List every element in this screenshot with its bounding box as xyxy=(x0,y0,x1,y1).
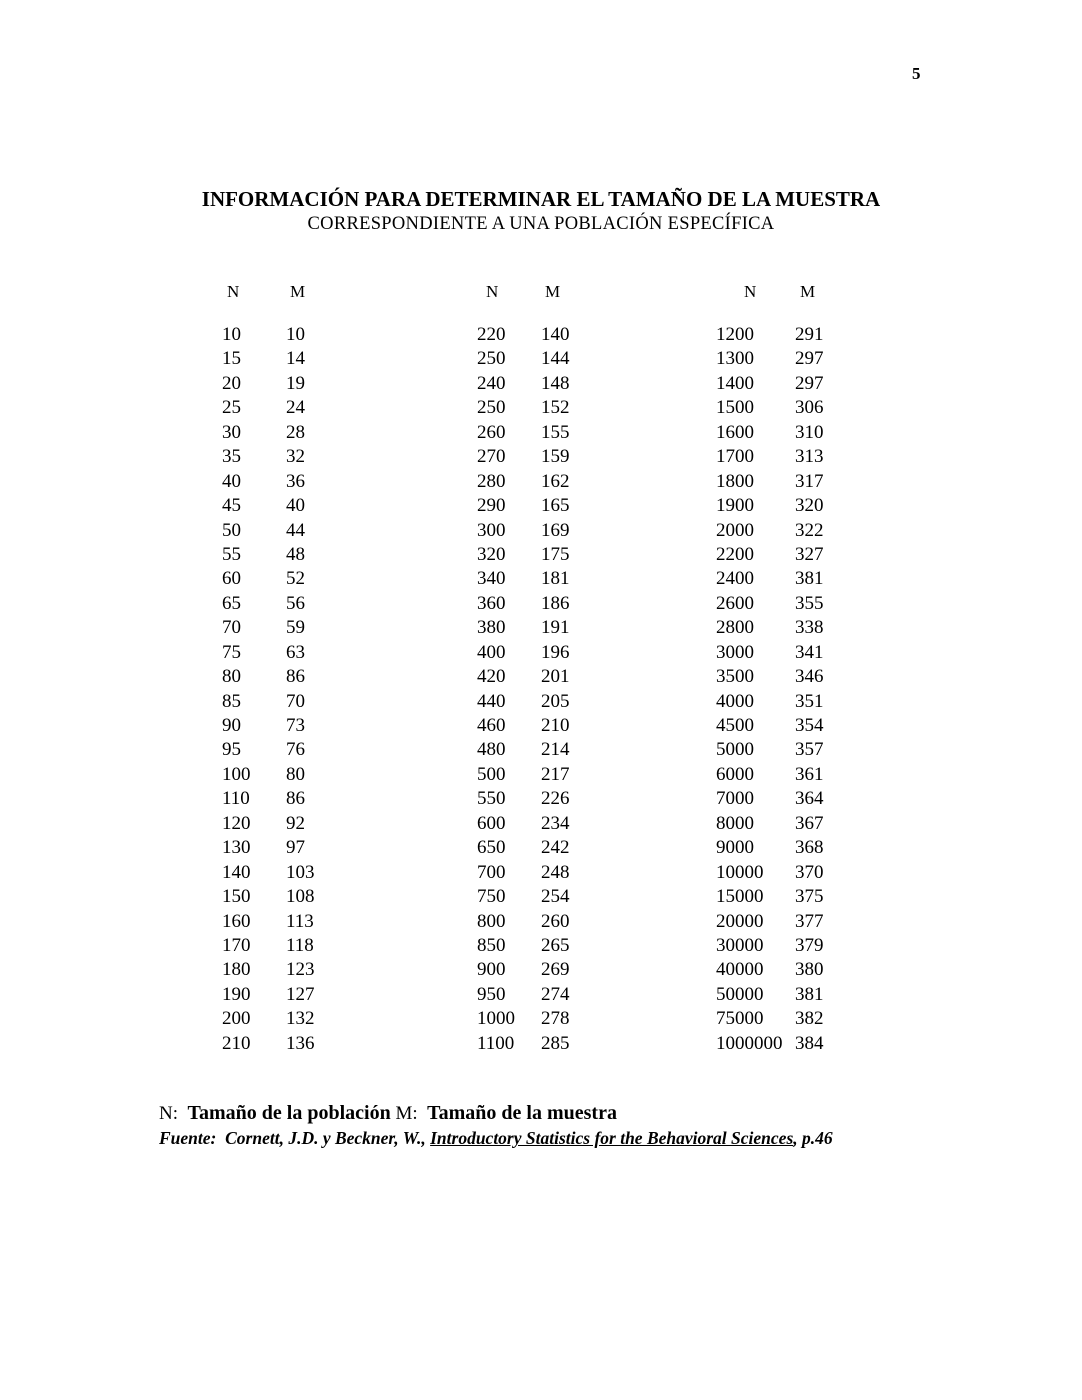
cell-m: 165 xyxy=(541,495,570,517)
cell-n: 25 xyxy=(222,397,241,419)
cell-m: 70 xyxy=(286,690,305,712)
cell-n: 30000 xyxy=(716,934,764,956)
cell-n: 15 xyxy=(222,348,241,370)
cell-n: 1400 xyxy=(716,372,754,394)
cell-n: 1500 xyxy=(716,397,754,419)
cell-n: 750 xyxy=(477,886,506,908)
cell-m: 140 xyxy=(541,324,570,345)
cell-n: 210 xyxy=(222,1032,251,1054)
cell-n: 85 xyxy=(222,690,241,712)
cell-m: 76 xyxy=(286,739,305,761)
cell-n: 9000 xyxy=(716,837,754,859)
cell-m: 317 xyxy=(795,470,824,492)
cell-n: 300 xyxy=(477,519,506,541)
cell-m: 186 xyxy=(541,592,570,614)
cell-m: 86 xyxy=(286,666,305,688)
cell-n: 100 xyxy=(222,763,251,785)
cell-m: 19 xyxy=(286,372,305,394)
cell-m: 56 xyxy=(286,592,305,614)
cell-n: 320 xyxy=(477,543,506,565)
legend-m-key: M: xyxy=(395,1103,418,1124)
cell-n: 480 xyxy=(477,739,506,761)
cell-n: 270 xyxy=(477,446,506,468)
cell-m: 265 xyxy=(541,934,570,956)
cell-n: 4000 xyxy=(716,690,754,712)
cell-m: 113 xyxy=(286,910,314,932)
cell-m: 32 xyxy=(286,446,305,468)
column-header-n: N xyxy=(744,282,757,301)
cell-n: 1000 xyxy=(477,1008,515,1030)
cell-m: 338 xyxy=(795,617,824,639)
cell-n: 240 xyxy=(477,372,506,394)
cell-n: 8000 xyxy=(716,812,754,834)
cell-n: 1000000 xyxy=(716,1032,783,1054)
cell-n: 2600 xyxy=(716,592,754,614)
cell-n: 75000 xyxy=(716,1008,764,1030)
page-number: 5 xyxy=(912,64,921,83)
cell-n: 290 xyxy=(477,495,506,517)
cell-n: 15000 xyxy=(716,886,764,908)
cell-n: 280 xyxy=(477,470,506,492)
cell-n: 600 xyxy=(477,812,506,834)
cell-n: 4500 xyxy=(716,715,754,736)
cell-n: 2000 xyxy=(716,519,754,541)
cell-m: 377 xyxy=(795,910,824,932)
cell-m: 159 xyxy=(541,446,570,468)
cell-n: 50000 xyxy=(716,983,764,1005)
cell-m: 214 xyxy=(541,739,570,761)
cell-m: 196 xyxy=(541,641,570,663)
cell-m: 269 xyxy=(541,959,570,981)
cell-m: 254 xyxy=(541,886,570,908)
cell-m: 274 xyxy=(541,983,570,1005)
cell-m: 144 xyxy=(541,348,570,370)
cell-m: 14 xyxy=(286,348,305,370)
source-citation xyxy=(159,1128,833,1149)
cell-n: 110 xyxy=(222,788,250,810)
cell-m: 175 xyxy=(541,543,570,565)
cell-m: 127 xyxy=(286,983,315,1005)
cell-m: 63 xyxy=(286,641,305,663)
cell-m: 381 xyxy=(795,568,824,590)
cell-m: 226 xyxy=(541,788,570,810)
cell-n: 150 xyxy=(222,886,251,908)
cell-n: 40000 xyxy=(716,959,764,981)
cell-n: 400 xyxy=(477,641,506,663)
cell-n: 20000 xyxy=(716,910,764,932)
cell-n: 250 xyxy=(477,397,506,419)
cell-n: 2800 xyxy=(716,617,754,639)
cell-m: 327 xyxy=(795,543,824,565)
cell-n: 170 xyxy=(222,934,251,956)
cell-m: 162 xyxy=(541,470,570,492)
cell-m: 44 xyxy=(286,519,305,541)
cell-m: 36 xyxy=(286,470,305,492)
cell-m: 97 xyxy=(286,837,305,859)
cell-n: 1600 xyxy=(716,421,754,443)
cell-n: 60 xyxy=(222,568,241,590)
cell-n: 500 xyxy=(477,763,506,785)
cell-m: 242 xyxy=(541,837,570,859)
cell-n: 460 xyxy=(477,715,506,736)
cell-m: 217 xyxy=(541,763,570,785)
cell-n: 75 xyxy=(222,641,241,663)
cell-n: 90 xyxy=(222,715,241,736)
cell-m: 201 xyxy=(541,666,570,688)
cell-n: 3000 xyxy=(716,641,754,663)
cell-n: 850 xyxy=(477,934,506,956)
cell-n: 900 xyxy=(477,959,506,981)
source-suffix: , p.46 xyxy=(793,1128,833,1148)
cell-n: 250 xyxy=(477,348,506,370)
page-title: INFORMACIÓN PARA DETERMINAR EL TAMAÑO DE LA MUESTRA xyxy=(201,187,881,211)
cell-n: 5000 xyxy=(716,739,754,761)
cell-m: 341 xyxy=(795,641,824,663)
cell-n: 95 xyxy=(222,739,241,761)
cell-m: 384 xyxy=(795,1032,824,1054)
cell-m: 132 xyxy=(286,1008,315,1030)
cell-m: 297 xyxy=(795,372,824,394)
cell-n: 65 xyxy=(222,592,241,614)
cell-m: 10 xyxy=(286,324,305,345)
cell-n: 30 xyxy=(222,421,241,443)
cell-m: 310 xyxy=(795,421,824,443)
cell-m: 40 xyxy=(286,495,305,517)
cell-n: 10 xyxy=(222,324,241,345)
cell-m: 73 xyxy=(286,715,305,736)
cell-m: 320 xyxy=(795,495,824,517)
cell-n: 10000 xyxy=(716,861,764,883)
cell-m: 148 xyxy=(541,372,570,394)
legend xyxy=(159,1102,617,1125)
cell-n: 1200 xyxy=(716,324,754,345)
cell-n: 35 xyxy=(222,446,241,468)
cell-m: 169 xyxy=(541,519,570,541)
cell-m: 380 xyxy=(795,959,824,981)
cell-n: 420 xyxy=(477,666,506,688)
cell-m: 382 xyxy=(795,1008,824,1030)
cell-m: 285 xyxy=(541,1032,570,1054)
cell-m: 297 xyxy=(795,348,824,370)
cell-m: 357 xyxy=(795,739,824,761)
cell-m: 181 xyxy=(541,568,570,590)
cell-n: 190 xyxy=(222,983,251,1005)
column-header-m: M xyxy=(290,282,306,301)
cell-n: 6000 xyxy=(716,763,754,785)
cell-m: 191 xyxy=(541,617,570,639)
cell-m: 355 xyxy=(795,592,824,614)
cell-m: 86 xyxy=(286,788,305,810)
cell-n: 1700 xyxy=(716,446,754,468)
column-header-n: N xyxy=(227,282,240,301)
cell-n: 180 xyxy=(222,959,251,981)
cell-n: 45 xyxy=(222,495,241,517)
cell-m: 28 xyxy=(286,421,305,443)
cell-n: 700 xyxy=(477,861,506,883)
cell-n: 950 xyxy=(477,983,506,1005)
cell-m: 24 xyxy=(286,397,305,419)
cell-n: 55 xyxy=(222,543,241,565)
cell-n: 7000 xyxy=(716,788,754,810)
cell-m: 346 xyxy=(795,666,824,688)
cell-n: 1800 xyxy=(716,470,754,492)
cell-n: 340 xyxy=(477,568,506,590)
cell-n: 2200 xyxy=(716,543,754,565)
cell-n: 200 xyxy=(222,1008,251,1030)
cell-n: 80 xyxy=(222,666,241,688)
cell-m: 313 xyxy=(795,446,824,468)
cell-m: 123 xyxy=(286,959,315,981)
cell-m: 278 xyxy=(541,1008,570,1030)
page-subtitle: CORRESPONDIENTE A UNA POBLACIÓN ESPECÍFICA xyxy=(307,214,775,234)
cell-m: 210 xyxy=(541,715,570,736)
cell-m: 370 xyxy=(795,861,824,883)
cell-m: 118 xyxy=(286,934,314,956)
cell-n: 120 xyxy=(222,812,251,834)
cell-m: 52 xyxy=(286,568,305,590)
cell-m: 234 xyxy=(541,812,570,834)
cell-m: 368 xyxy=(795,837,824,859)
cell-n: 360 xyxy=(477,592,506,614)
cell-m: 92 xyxy=(286,812,305,834)
cell-n: 3500 xyxy=(716,666,754,688)
cell-n: 160 xyxy=(222,910,251,932)
cell-m: 248 xyxy=(541,861,570,883)
cell-m: 379 xyxy=(795,934,824,956)
cell-m: 48 xyxy=(286,543,305,565)
column-header-m: M xyxy=(545,282,561,301)
cell-m: 375 xyxy=(795,886,824,908)
cell-m: 260 xyxy=(541,910,570,932)
cell-m: 306 xyxy=(795,397,824,419)
legend-m-label: Tamaño de la muestra xyxy=(427,1102,617,1124)
cell-n: 140 xyxy=(222,861,251,883)
cell-n: 550 xyxy=(477,788,506,810)
cell-m: 351 xyxy=(795,690,824,712)
source-prefix: Fuente: Cornett, J.D. y Beckner, W., xyxy=(159,1128,431,1148)
legend-n-label: Tamaño de la población xyxy=(187,1102,391,1124)
cell-m: 381 xyxy=(795,983,824,1005)
cell-n: 130 xyxy=(222,837,251,859)
cell-n: 650 xyxy=(477,837,506,859)
cell-n: 40 xyxy=(222,470,241,492)
cell-n: 20 xyxy=(222,372,241,394)
cell-n: 1100 xyxy=(477,1032,515,1054)
cell-m: 108 xyxy=(286,886,315,908)
column-header-m: M xyxy=(800,282,816,301)
cell-m: 291 xyxy=(795,324,824,345)
cell-n: 440 xyxy=(477,690,506,712)
cell-m: 367 xyxy=(795,812,824,834)
cell-m: 364 xyxy=(795,788,824,810)
cell-m: 59 xyxy=(286,617,305,639)
cell-n: 220 xyxy=(477,324,506,345)
cell-m: 152 xyxy=(541,397,570,419)
cell-m: 322 xyxy=(795,519,824,541)
cell-m: 205 xyxy=(541,690,570,712)
cell-m: 136 xyxy=(286,1032,315,1054)
cell-n: 70 xyxy=(222,617,241,639)
cell-n: 260 xyxy=(477,421,506,443)
cell-n: 1300 xyxy=(716,348,754,370)
cell-n: 380 xyxy=(477,617,506,639)
cell-m: 103 xyxy=(286,861,315,883)
cell-m: 80 xyxy=(286,763,305,785)
cell-n: 1900 xyxy=(716,495,754,517)
source-book-title: Introductory Statistics for the Behavioral Sciences xyxy=(430,1128,794,1148)
cell-n: 50 xyxy=(222,519,241,541)
cell-n: 2400 xyxy=(716,568,754,590)
column-header-n: N xyxy=(486,282,499,301)
cell-n: 800 xyxy=(477,910,506,932)
legend-n-key: N: xyxy=(159,1103,178,1124)
cell-m: 361 xyxy=(795,763,824,785)
cell-m: 155 xyxy=(541,421,570,443)
cell-m: 354 xyxy=(795,715,824,736)
